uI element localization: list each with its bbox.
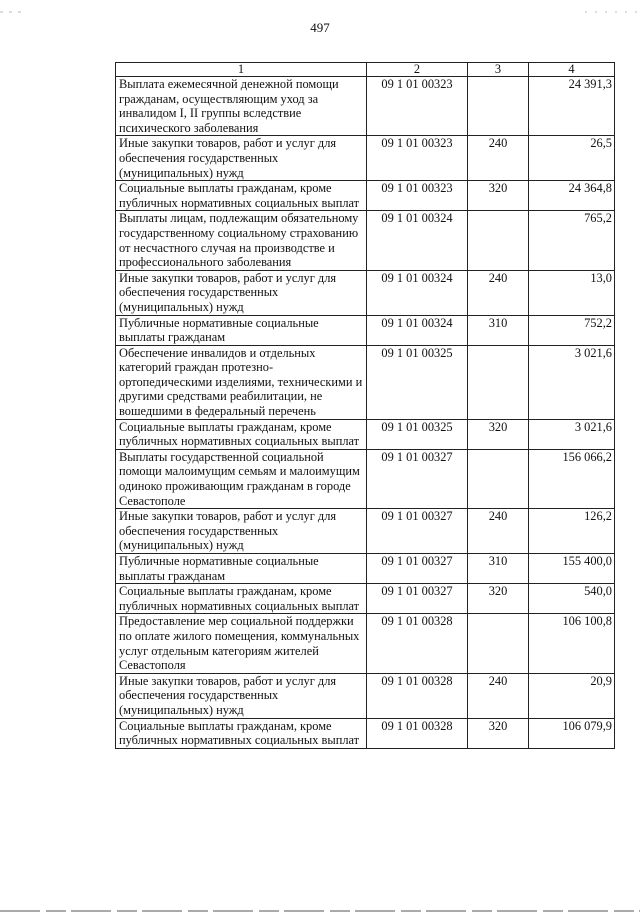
cell-type — [468, 211, 529, 270]
cell-type — [468, 77, 529, 136]
table-row — [116, 614, 615, 673]
cell-name: Иные закупки товаров, работ и услуг для обеспечения государственных (муниципальных) нужд — [116, 673, 367, 718]
cell-name: Иные закупки товаров, работ и услуг для обеспечения государственных (муниципальных) нужд — [116, 270, 367, 315]
table-row — [116, 554, 615, 584]
page-number: 497 — [310, 20, 330, 35]
cell-name: Социальные выплаты гражданам, кроме публичных нормативных социальных выплат — [116, 181, 367, 211]
header-col-4: 4 — [529, 63, 615, 77]
cell-name: Выплаты лицам, подлежащим обязательному государственному социальному страхованию от несчастного случая на производстве и профессионального заболевания — [116, 211, 367, 270]
table-row — [116, 270, 615, 315]
table-header — [116, 63, 615, 77]
table-row — [116, 449, 615, 508]
cell-code: 09 1 01 00328 — [367, 718, 468, 748]
header-col-3: 3 — [468, 63, 529, 77]
table-row — [116, 315, 615, 345]
table-row — [116, 419, 615, 449]
cell-code: 09 1 01 00327 — [367, 554, 468, 584]
cell-sum: 20,9 — [529, 673, 615, 718]
cell-code: 09 1 01 00328 — [367, 673, 468, 718]
header-col-2: 2 — [367, 63, 468, 77]
cell-sum: 540,0 — [529, 584, 615, 614]
cell-name: Иные закупки товаров, работ и услуг для обеспечения государственных (муниципальных) нужд — [116, 509, 367, 554]
scan-edge-bottom — [0, 899, 640, 901]
table-row — [116, 345, 615, 419]
table-row — [116, 211, 615, 270]
cell-name: Обеспечение инвалидов и отдельных категорий граждан протезно-ортопедическими изделиями, техническими и другими средствами реабилитации, не вошедшими в федеральный перечень — [116, 345, 367, 419]
cell-code: 09 1 01 00324 — [367, 270, 468, 315]
cell-type: 320 — [468, 181, 529, 211]
table-row — [116, 584, 615, 614]
scan-edge-top — [0, 0, 640, 2]
table-row — [116, 181, 615, 211]
cell-code: 09 1 01 00327 — [367, 509, 468, 554]
cell-code: 09 1 01 00324 — [367, 315, 468, 345]
table-body — [116, 77, 615, 749]
budget-table — [115, 62, 615, 749]
table-row — [116, 77, 615, 136]
cell-type: 310 — [468, 554, 529, 584]
cell-type: 320 — [468, 718, 529, 748]
cell-type — [468, 345, 529, 419]
cell-sum: 765,2 — [529, 211, 615, 270]
cell-name: Предоставление мер социальной поддержки по оплате жилого помещения, коммунальных услуг отдельным категориям жителей Севастополя — [116, 614, 367, 673]
cell-code: 09 1 01 00328 — [367, 614, 468, 673]
cell-code: 09 1 01 00323 — [367, 181, 468, 211]
cell-type: 320 — [468, 584, 529, 614]
table-row — [116, 136, 615, 181]
cell-sum: 24 391,3 — [529, 77, 615, 136]
cell-code: 09 1 01 00327 — [367, 584, 468, 614]
cell-sum: 156 066,2 — [529, 449, 615, 508]
cell-type: 240 — [468, 509, 529, 554]
cell-type: 240 — [468, 136, 529, 181]
cell-name: Социальные выплаты гражданам, кроме публичных нормативных социальных выплат — [116, 584, 367, 614]
cell-name: Социальные выплаты гражданам, кроме публичных нормативных социальных выплат — [116, 718, 367, 748]
cell-sum: 26,5 — [529, 136, 615, 181]
cell-type: 240 — [468, 673, 529, 718]
cell-type: 240 — [468, 270, 529, 315]
table-row — [116, 673, 615, 718]
scan-edge-bottom-marks — [0, 910, 640, 912]
cell-sum: 13,0 — [529, 270, 615, 315]
cell-name: Иные закупки товаров, работ и услуг для обеспечения государственных (муниципальных) нужд — [116, 136, 367, 181]
cell-sum: 106 100,8 — [529, 614, 615, 673]
cell-name: Публичные нормативные социальные выплаты гражданам — [116, 315, 367, 345]
header-col-1: 1 — [116, 63, 367, 77]
cell-code: 09 1 01 00325 — [367, 419, 468, 449]
cell-sum: 3 021,6 — [529, 419, 615, 449]
cell-code: 09 1 01 00323 — [367, 136, 468, 181]
cell-name: Выплаты государственной социальной помощи малоимущим семьям и малоимущим одиноко проживающим гражданам в городе Севастополе — [116, 449, 367, 508]
cell-sum: 3 021,6 — [529, 345, 615, 419]
header-row — [116, 63, 615, 77]
cell-type — [468, 614, 529, 673]
table-row — [116, 509, 615, 554]
cell-name: Публичные нормативные социальные выплаты гражданам — [116, 554, 367, 584]
cell-sum: 752,2 — [529, 315, 615, 345]
cell-code: 09 1 01 00324 — [367, 211, 468, 270]
cell-sum: 126,2 — [529, 509, 615, 554]
table-row — [116, 718, 615, 748]
cell-code: 09 1 01 00323 — [367, 77, 468, 136]
scan-edge-top-marks — [0, 11, 640, 13]
cell-code: 09 1 01 00325 — [367, 345, 468, 419]
cell-code: 09 1 01 00327 — [367, 449, 468, 508]
cell-sum: 155 400,0 — [529, 554, 615, 584]
cell-type: 310 — [468, 315, 529, 345]
cell-sum: 24 364,8 — [529, 181, 615, 211]
cell-sum: 106 079,9 — [529, 718, 615, 748]
cell-type: 320 — [468, 419, 529, 449]
cell-name: Социальные выплаты гражданам, кроме публичных нормативных социальных выплат — [116, 419, 367, 449]
cell-type — [468, 449, 529, 508]
cell-name: Выплата ежемесячной денежной помощи гражданам, осуществляющим уход за инвалидом I, II группы вследствие психического заболевания — [116, 77, 367, 136]
